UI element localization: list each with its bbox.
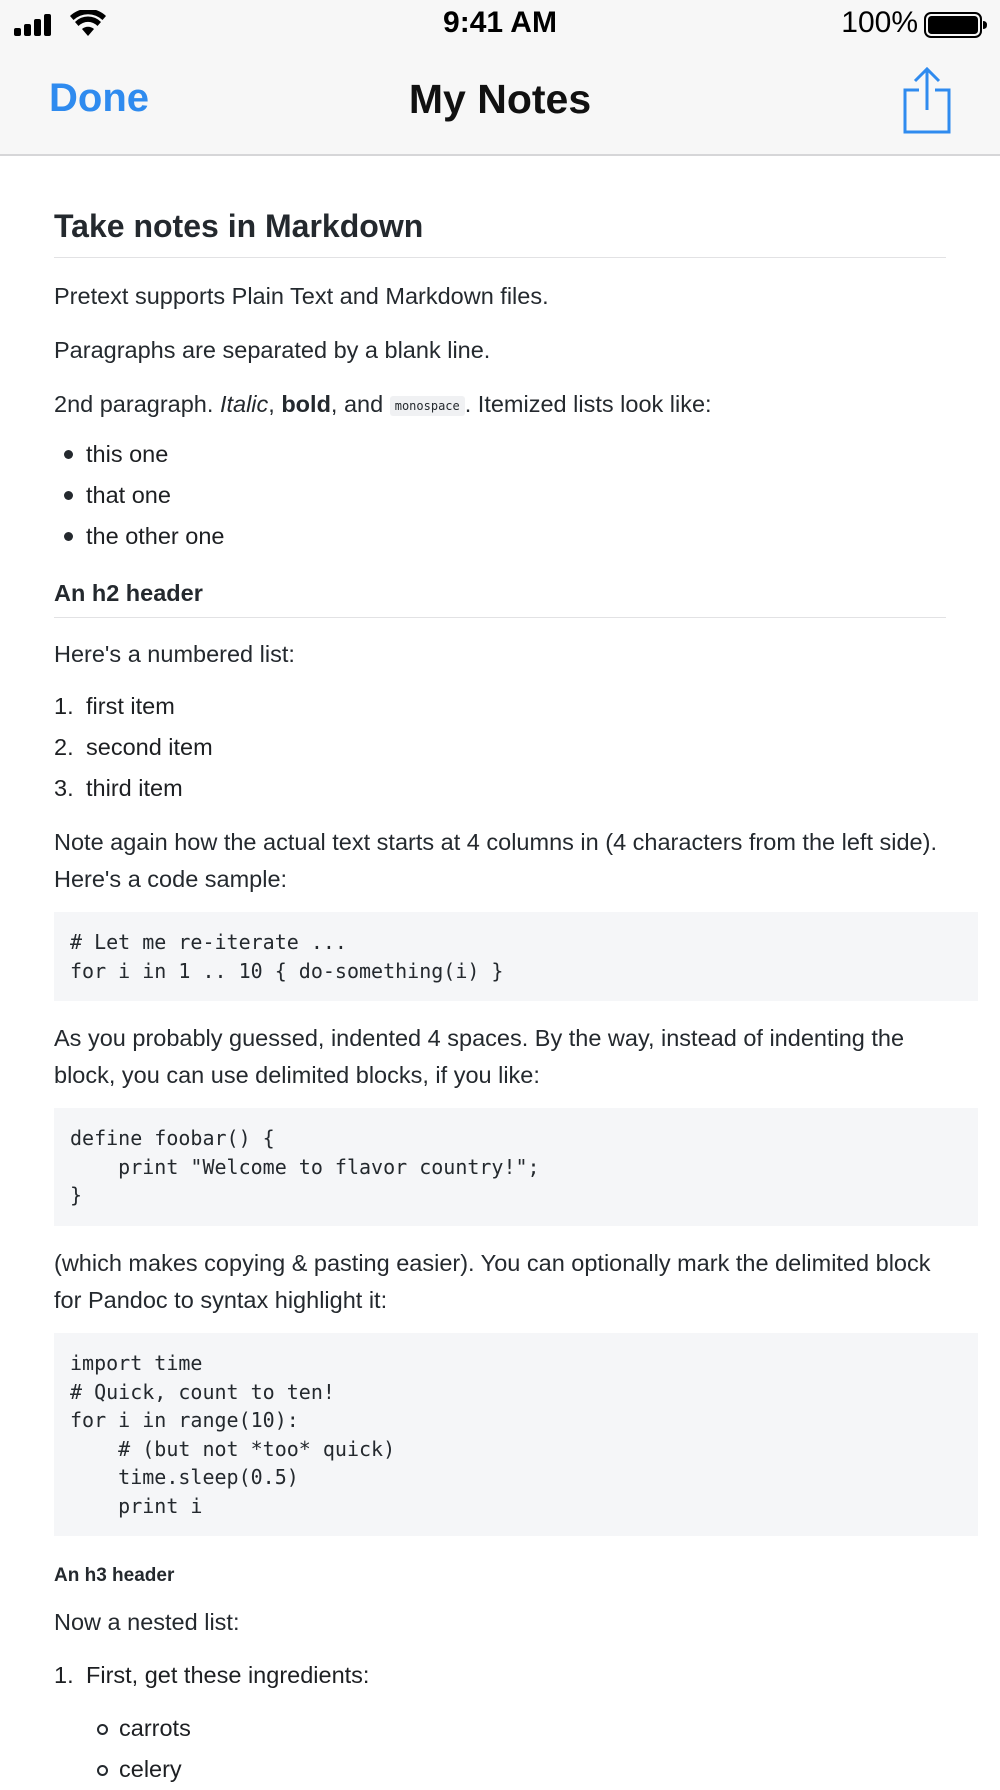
- bullet-list: [54, 434, 946, 557]
- share-icon[interactable]: [902, 66, 952, 136]
- list-number: 1.: [54, 693, 74, 719]
- status-time: 9:41 AM: [443, 6, 557, 39]
- list-number: 2.: [54, 734, 74, 760]
- list-number: 1.: [54, 1662, 74, 1688]
- paragraph: Here's a numbered list:: [54, 641, 295, 667]
- bullet-icon: [64, 450, 73, 459]
- battery-icon: [924, 12, 988, 38]
- page-title: My Notes: [408, 76, 592, 122]
- text: 2nd paragraph.: [54, 391, 220, 417]
- list-item-text: First, get these ingredients:: [86, 1662, 370, 1688]
- list-item-text: the other one: [86, 523, 225, 549]
- list-item-text: third item: [86, 775, 183, 801]
- paragraph-formatted: [54, 386, 946, 425]
- paragraph: [54, 824, 946, 898]
- bold-text: bold: [281, 391, 331, 417]
- list-item: [54, 516, 946, 557]
- paragraph-line: Here's a code sample:: [54, 866, 288, 892]
- circle-bullet-icon: [97, 1724, 108, 1735]
- paragraph-line: (which makes copying & pasting easier). You can optionally mark the delimited block: [54, 1250, 931, 1276]
- text: . Itemized lists look like:: [464, 391, 712, 417]
- text: , and: [330, 391, 390, 417]
- list-item: [54, 434, 946, 475]
- list-item-text: this one: [86, 441, 169, 467]
- paragraph-line: As you probably guessed, indented 4 spaces. By the way, instead of indenting the: [54, 1025, 905, 1051]
- heading-2: An h2 header: [54, 580, 946, 618]
- battery-percent: 100%: [841, 6, 918, 39]
- italic-text: Italic: [219, 391, 269, 417]
- circle-bullet-icon: [97, 1765, 108, 1776]
- done-button[interactable]: Done: [49, 76, 149, 120]
- list-item: [54, 1708, 946, 1749]
- inline-code: monospace: [390, 396, 465, 416]
- numbered-list: [54, 686, 946, 809]
- list-item: [54, 727, 946, 768]
- paragraph: Pretext supports Plain Text and Markdown files.: [54, 283, 549, 309]
- list-item-text: first item: [86, 693, 175, 719]
- list-item: [54, 1655, 946, 1696]
- list-item-text: celery: [119, 1756, 182, 1782]
- top-bar: [0, 0, 1000, 156]
- list-item: [54, 686, 946, 727]
- paragraph: Paragraphs are separated by a blank line.: [54, 337, 491, 363]
- paragraph-line: block, you can use delimited blocks, if you like:: [54, 1062, 540, 1088]
- list-item: [54, 1749, 946, 1790]
- code-block: import time # Quick, count to ten! for i in range(10): # (but not *too* quick) time.sleep(0.5) print i: [54, 1333, 978, 1536]
- list-item: [54, 475, 946, 516]
- paragraph-line: for Pandoc to syntax highlight it:: [54, 1287, 388, 1313]
- list-item-text: second item: [86, 734, 213, 760]
- bullet-icon: [64, 491, 73, 500]
- nested-list: [54, 1655, 946, 1696]
- heading-3: An h3 header: [54, 1565, 175, 1586]
- text: ,: [268, 391, 282, 417]
- list-item: [54, 768, 946, 809]
- code-block: # Let me re-iterate ... for i in 1 .. 10 { do-something(i) }: [54, 912, 978, 1001]
- list-item-text: that one: [86, 482, 171, 508]
- code-block: define foobar() { print "Welcome to flavor country!"; }: [54, 1108, 978, 1226]
- paragraph-line: Note again how the actual text starts at 4 columns in (4 characters from the left side).: [54, 829, 937, 855]
- paragraph: [54, 1020, 946, 1094]
- list-item-text: carrots: [119, 1715, 191, 1741]
- heading-1: Take notes in Markdown: [54, 208, 946, 258]
- paragraph: [54, 1245, 946, 1319]
- bullet-icon: [64, 532, 73, 541]
- list-number: 3.: [54, 775, 74, 801]
- paragraph: Now a nested list:: [54, 1609, 240, 1635]
